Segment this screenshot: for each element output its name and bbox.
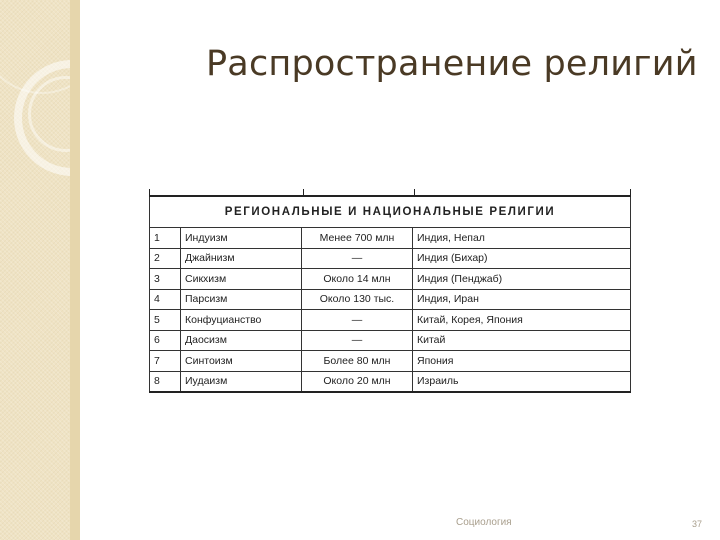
follower-count-cell: Менее 700 млн	[302, 228, 413, 249]
religion-name-cell: Джайнизм	[181, 248, 302, 269]
region-cell: Индия (Пенджаб)	[413, 269, 631, 290]
follower-count-cell: Около 130 тыс.	[302, 289, 413, 310]
religions-table-container	[149, 189, 631, 399]
row-number-cell: 6	[150, 330, 181, 351]
region-cell: Индия, Непал	[413, 228, 631, 249]
row-number-cell: 5	[150, 310, 181, 331]
table-row	[150, 289, 631, 310]
follower-count-cell: Более 80 млн	[302, 351, 413, 372]
table-heading-row	[150, 196, 631, 228]
region-cell: Индия, Иран	[413, 289, 631, 310]
follower-count-cell: Около 14 млн	[302, 269, 413, 290]
row-number-cell: 2	[150, 248, 181, 269]
table-row	[150, 228, 631, 249]
region-cell: Индия (Бихар)	[413, 248, 631, 269]
table-row	[150, 351, 631, 372]
table-row	[150, 371, 631, 392]
table-row	[150, 269, 631, 290]
region-cell: Китай	[413, 330, 631, 351]
row-number-cell: 1	[150, 228, 181, 249]
table-row	[150, 248, 631, 269]
religion-name-cell: Иудаизм	[181, 371, 302, 392]
region-cell: Япония	[413, 351, 631, 372]
decorative-sidebar	[0, 0, 80, 540]
region-cell: Израиль	[413, 371, 631, 392]
footer-text: Социология	[456, 517, 512, 528]
religion-name-cell: Синтоизм	[181, 351, 302, 372]
religions-table	[149, 195, 631, 393]
row-number-cell: 3	[150, 269, 181, 290]
region-cell: Китай, Корея, Япония	[413, 310, 631, 331]
religion-name-cell: Даосизм	[181, 330, 302, 351]
row-number-cell: 7	[150, 351, 181, 372]
table-row	[150, 330, 631, 351]
row-number-cell: 8	[150, 371, 181, 392]
follower-count-cell: —	[302, 330, 413, 351]
religion-name-cell: Парсизм	[181, 289, 302, 310]
follower-count-cell: —	[302, 248, 413, 269]
follower-count-cell: Около 20 млн	[302, 371, 413, 392]
page-number: 37	[692, 519, 703, 529]
table-heading: РЕГИОНАЛЬНЫЕ И НАЦИОНАЛЬНЫЕ РЕЛИГИИ	[150, 196, 631, 228]
religion-name-cell: Сикхизм	[181, 269, 302, 290]
slide-title: Распространение религий	[206, 44, 698, 84]
religion-name-cell: Индуизм	[181, 228, 302, 249]
row-number-cell: 4	[150, 289, 181, 310]
follower-count-cell: —	[302, 310, 413, 331]
religion-name-cell: Конфуцианство	[181, 310, 302, 331]
sidebar-edge	[70, 0, 80, 540]
table-row	[150, 310, 631, 331]
